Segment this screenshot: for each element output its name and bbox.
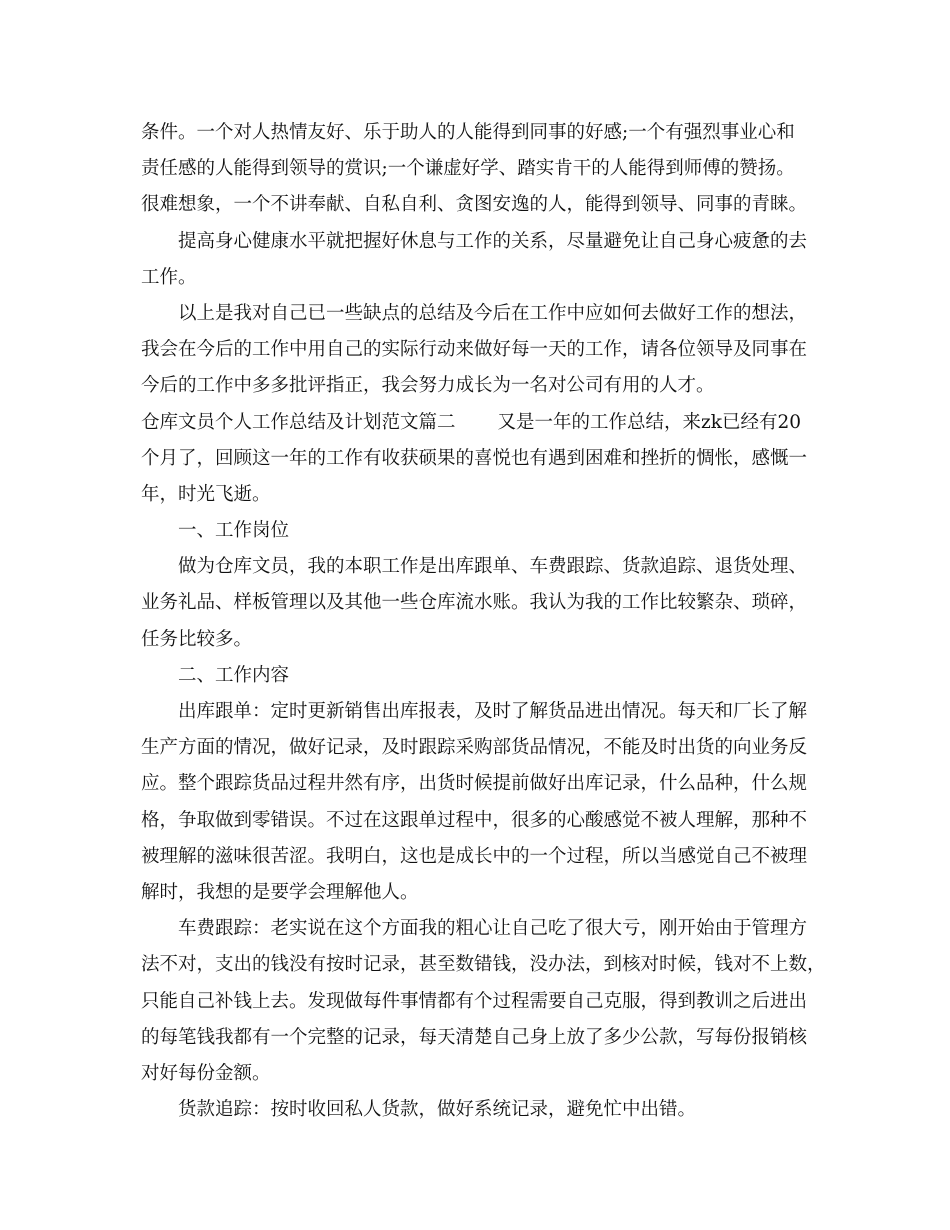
text-line: 被理解的滋味很苦涩。我明白，这也是成长中的一个过程，所以当感觉自己不被理	[141, 845, 808, 867]
text-line: 法不对，支出的钱没有按时记录，甚至数错钱，没办法，到核对时候，钱对不上数，	[141, 954, 826, 976]
paragraph-start-line: 出库跟单：定时更新销售出库报表，及时了解货品进出情况。每天和厂长了解	[178, 701, 808, 722]
paragraph-start-line: 做为仓库文员，我的本职工作是出库跟单、车费跟踪、货款追踪、退货处理、	[178, 556, 808, 578]
paragraph-start-line: 货款追踪：按时收回私人货款，做好系统记录，避免忙中出错。	[178, 1099, 697, 1121]
text-line: 生产方面的情况，做好记录，及时跟踪采购部货品情况，不能及时出货的向业务反	[141, 737, 808, 759]
text-line: 对好每份金额。	[141, 1062, 271, 1084]
paragraph-start-line: 提高身心健康水平就把握好休息与工作的关系，尽量避免让自己身心疲惫的去	[178, 230, 808, 252]
document-body	[141, 115, 826, 1128]
text-line: 个月了，回顾这一年的工作有收获硕果的喜悦也有遇到困难和挫折的惆怅，感慨一	[141, 447, 808, 469]
text-line: 解时，我想的是要学会理解他人。	[141, 881, 419, 903]
text-line: 责任感的人能得到领导的赏识;一个谦虚好学、踏实肯干的人能得到师傅的赞扬。	[141, 158, 795, 180]
text-line: 我会在今后的工作中用自己的实际行动来做好每一天的工作，请各位领导及同事在	[141, 339, 808, 361]
section-heading: 一、工作岗位	[178, 520, 290, 542]
text-line: 只能自己补钱上去。发现做每件事情都有个过程需要自己克服，得到教训之后进出	[141, 990, 808, 1012]
text-line: 应。整个跟踪货品过程井然有序，出货时候提前做好出库记录，什么品种，什么规	[141, 773, 808, 795]
text-line: 又是一年的工作总结，来zk已经有20	[497, 411, 802, 433]
paragraph-start-line: 车费跟踪：老实说在这个方面我的粗心让自己吃了很大亏，刚开始由于管理方	[178, 918, 808, 940]
paragraph-start-line: 以上是我对自己已一些缺点的总结及今后在工作中应如何去做好工作的想法，	[178, 302, 808, 324]
text-line: 条件。一个对人热情友好、乐于助人的人能得到同事的好感;一个有强烈事业心和	[141, 122, 795, 143]
text-line: 格，争取做到零错误。不过在这跟单过程中，很多的心酸感觉不被人理解，那种不	[141, 809, 808, 831]
section-heading: 二、工作内容	[178, 664, 290, 686]
text-line: 的每笔钱我都有一个完整的记录，每天清楚自己身上放了多少公款，写每份报销核	[141, 1026, 808, 1048]
text-line: 今后的工作中多多批评指正，我会努力成长为一名对公司有用的人才。	[141, 375, 715, 397]
text-line: 年，时光飞逝。	[141, 483, 271, 505]
text-line: 任务比较多。	[141, 628, 253, 650]
text-line: 很难想象，一个不讲奉献、自私自利、贪图安逸的人，能得到领导、同事的青睐。	[141, 194, 808, 216]
section-title: 仓库文员个人工作总结及计划范文篇二	[141, 411, 456, 433]
text-line: 工作。	[141, 266, 197, 288]
text-line: 业务礼品、样板管理以及其他一些仓库流水账。我认为我的工作比较繁杂、琐碎，	[141, 592, 808, 614]
section-title-line	[141, 405, 826, 441]
